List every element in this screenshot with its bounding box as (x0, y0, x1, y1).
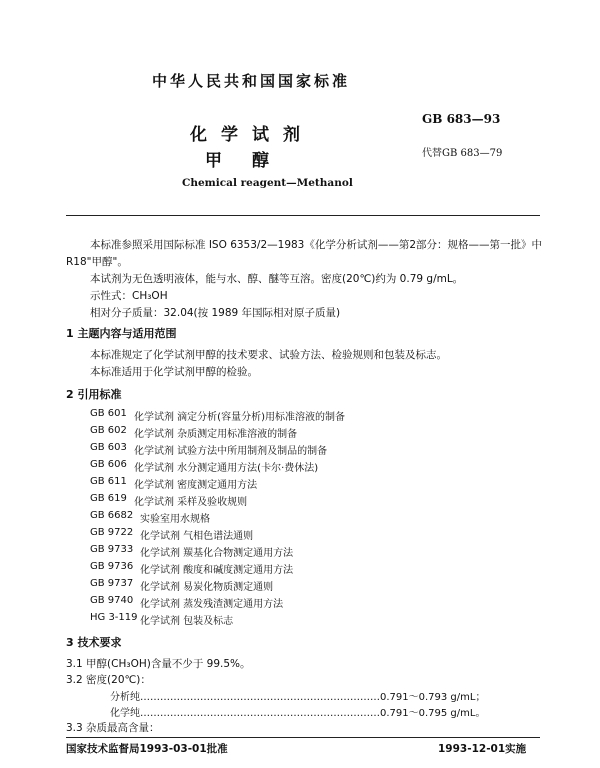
section-1-p1: 本标准规定了化学试剂甲醇的技术要求、试验方法、检验规则和包装及标志。 (90, 349, 447, 361)
ref-code: GB 9722 (90, 527, 134, 538)
footer-divider (66, 737, 540, 738)
ref-text: 化学试剂 气相色谱法通则 (140, 531, 254, 542)
intro-line-4: 相对分子质量：32.04(按 1989 年国际相对原子质量) (90, 307, 341, 319)
approval-date: 国家技术监督局1993-03-01批准 (66, 743, 228, 755)
ref-text: 化学试剂 试验方法中所用制剂及制品的制备 (134, 446, 328, 457)
ref-text: 化学试剂 杂质测定用标准溶液的制备 (134, 429, 298, 440)
ref-text: 化学试剂 滴定分析(容量分析)用标准溶液的制备 (134, 412, 345, 423)
intro-line-1: 本标准参照采用国际标准 ISO 6353/2—1983《化学分析试剂——第2部分：规格——第一批》中 (90, 239, 543, 251)
ref-text: 化学试剂 蒸发残渣测定通用方法 (140, 599, 284, 610)
density-analytical-grade: 分析纯………………………………………………………………0.791～0.793 g/mL； (110, 692, 486, 703)
ref-text: 化学试剂 易炭化物质测定通则 (140, 582, 274, 593)
ref-code: GB 603 (90, 442, 127, 453)
ref-text: 化学试剂 包装及标志 (140, 616, 234, 627)
intro-line-3: 示性式：CH₃OH (90, 290, 168, 302)
replaces-standard: 代替GB 683—79 (422, 148, 503, 159)
standard-type: 中华人民共和国国家标准 (152, 72, 351, 90)
ref-code: GB 619 (90, 493, 127, 504)
ref-code: HG 3-119 (90, 612, 138, 623)
section-3-title: 3 技术要求 (66, 636, 122, 649)
section-1-title: 1 主题内容与适用范围 (66, 327, 177, 340)
ref-text: 化学试剂 酸度和碱度测定通用方法 (140, 565, 294, 576)
standard-number: GB 683—93 (422, 112, 501, 126)
header-divider (66, 215, 540, 216)
ref-text: 化学试剂 水分测定通用方法(卡尔·费休法) (134, 463, 319, 474)
density-chemical-grade: 化学纯………………………………………………………………0.791～0.795 g/mL。 (110, 708, 486, 719)
item-3-3: 3.3 杂质最高含量： (66, 722, 160, 734)
item-3-2: 3.2 密度(20℃)： (66, 674, 151, 686)
intro-line-2: 本试剂为无色透明液体，能与水、醇、醚等互溶。密度(20℃)约为 0.79 g/mL。 (90, 273, 464, 285)
ref-code: GB 606 (90, 459, 127, 470)
effective-date: 1993-12-01实施 (438, 743, 527, 755)
ref-code: GB 9737 (90, 578, 134, 589)
section-2-title: 2 引用标准 (66, 388, 122, 401)
ref-text: 化学试剂 采样及验收规则 (134, 497, 248, 508)
ref-text: 化学试剂 羰基化合物测定通用方法 (140, 548, 294, 559)
section-1-p2: 本标准适用于化学试剂甲醇的检验。 (90, 366, 258, 378)
title-english: Chemical reagent—Methanol (182, 177, 353, 189)
title-category: 化学试剂 (190, 125, 314, 145)
ref-code: GB 9736 (90, 561, 134, 572)
ref-code: GB 602 (90, 425, 127, 436)
ref-text: 化学试剂 密度测定通用方法 (134, 480, 258, 491)
ref-text: 实验室用水规格 (140, 514, 210, 525)
ref-code: GB 9733 (90, 544, 134, 555)
item-3-1: 3.1 甲醇(CH₃OH)含量不少于 99.5%。 (66, 658, 251, 670)
ref-code: GB 9740 (90, 595, 134, 606)
ref-code: GB 601 (90, 408, 127, 419)
ref-code: GB 611 (90, 476, 127, 487)
title-name: 甲醇 (205, 151, 299, 171)
intro-line-1-cont: R18"甲醇"。 (66, 256, 128, 268)
ref-code: GB 6682 (90, 510, 134, 521)
